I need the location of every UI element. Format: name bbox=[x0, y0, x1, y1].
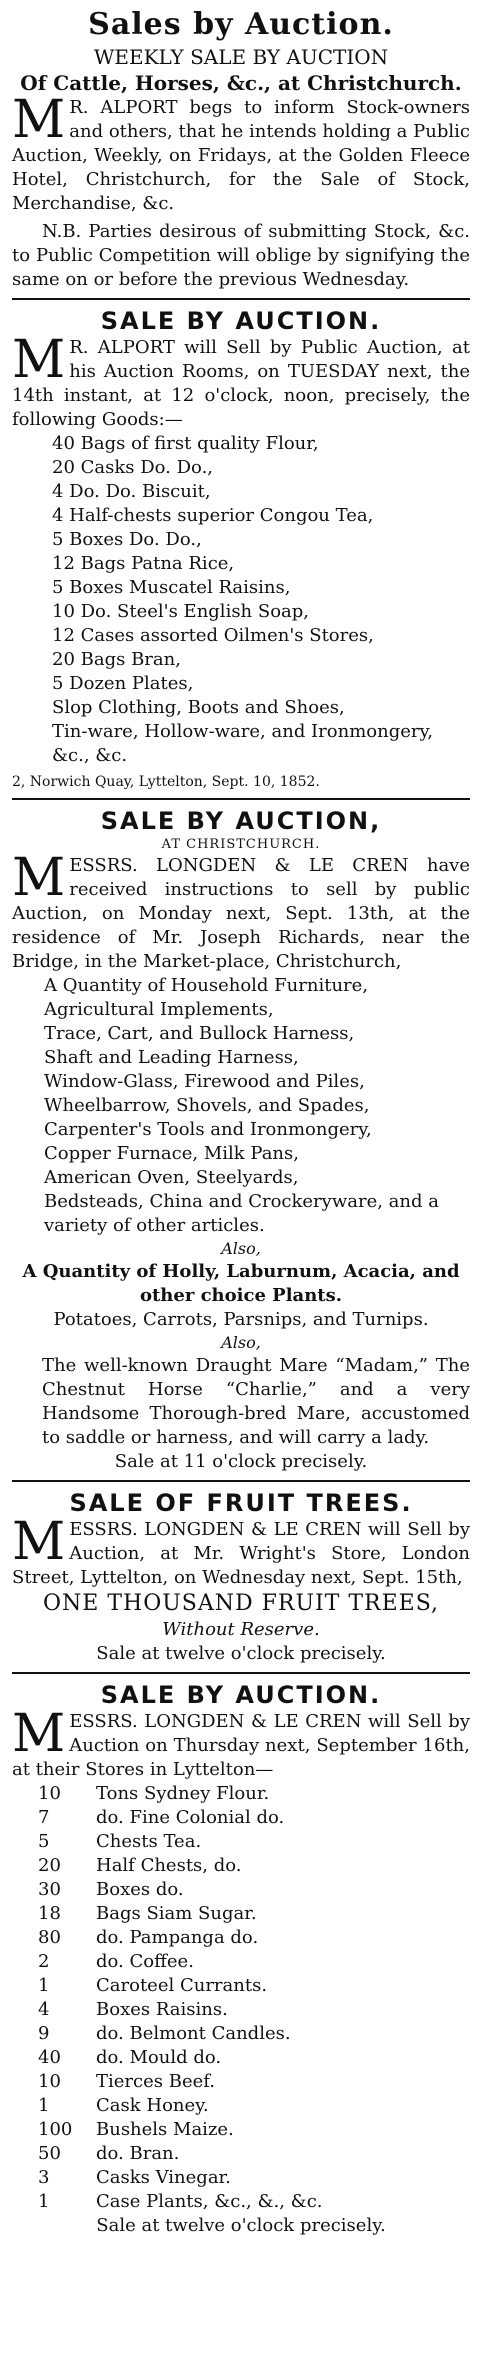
ad2-body-text: R. ALPORT will Sell by Public Auction, at his Auction Rooms, on TUESDAY next, the 14th instant, at 12 o'clock, noon, precisely, the following Goods:— bbox=[12, 337, 470, 430]
ad3-also-1: Also, bbox=[221, 1239, 261, 1258]
item-qty: 1 bbox=[38, 2191, 50, 2212]
item-qty: 2 bbox=[38, 1951, 50, 1972]
item-qty: 100 bbox=[38, 2119, 73, 2140]
ad2-dropcap: M bbox=[12, 330, 66, 390]
list-item: 40 Bags of first quality Flour, bbox=[52, 433, 319, 454]
item-desc: do. Fine Colonial do. bbox=[96, 1807, 285, 1828]
ad-thursday-sale bbox=[12, 1680, 470, 2238]
item-desc: Case Plants, &c., &., &c. bbox=[96, 2191, 323, 2212]
list-item: 10 Do. Steel's English Soap, bbox=[52, 601, 310, 622]
ad3-also-2: Also, bbox=[221, 1333, 261, 1352]
item-desc: Boxes Raisins. bbox=[96, 1999, 228, 2020]
divider bbox=[12, 798, 470, 800]
item-qty: 7 bbox=[38, 1807, 50, 1828]
item-qty: 10 bbox=[38, 2071, 61, 2092]
ad-christchurch-sale bbox=[12, 806, 470, 1474]
item-qty: 30 bbox=[38, 1879, 61, 1900]
ad3-body-text: ESSRS. LONGDEN & LE CREN have received instructions to sell by public Auction, on Monday next, Sept. 13th, at the residence of Mr. Joseph Richards, near the Bridge, in the Market-place, Christchurch, bbox=[12, 855, 470, 972]
ad2-heading: SALE BY AUCTION. bbox=[100, 307, 382, 335]
divider bbox=[12, 298, 470, 300]
ad2-goods-list bbox=[12, 432, 470, 768]
ad4-dropcap: M bbox=[12, 1512, 66, 1572]
item-desc: Chests Tea. bbox=[96, 1831, 202, 1852]
list-item: 4 Do. Do. Biscuit, bbox=[52, 481, 211, 502]
ad3-dropcap: M bbox=[12, 848, 66, 908]
list-item: Slop Clothing, Boots and Shoes, bbox=[52, 697, 345, 718]
ad3-plants: A Quantity of Holly, Laburnum, Acacia, and other choice Plants. bbox=[22, 1261, 460, 1306]
item-qty: 40 bbox=[38, 2047, 61, 2068]
ad-weekly-sale bbox=[12, 44, 470, 292]
list-item: 20 Bags Bran, bbox=[52, 649, 181, 670]
item-qty: 4 bbox=[38, 1999, 50, 2020]
ad3-heading: SALE BY AUCTION, bbox=[100, 807, 382, 835]
ad3-goods-list bbox=[12, 974, 470, 1238]
item-desc: Tierces Beef. bbox=[96, 2071, 215, 2092]
ad-alport-sale bbox=[12, 306, 470, 792]
list-item: variety of other articles. bbox=[44, 1215, 265, 1236]
list-item: 5 Dozen Plates, bbox=[52, 673, 194, 694]
item-desc: Tons Sydney Flour. bbox=[96, 1783, 270, 1804]
ad5-goods-list bbox=[12, 1782, 470, 2214]
item-desc: do. Mould do. bbox=[96, 2047, 222, 2068]
list-item: &c., &c. bbox=[52, 745, 128, 766]
list-item: Wheelbarrow, Shovels, and Spades, bbox=[44, 1095, 370, 1116]
list-item: Agricultural Implements, bbox=[44, 999, 274, 1020]
item-desc: do. Bran. bbox=[96, 2143, 180, 2164]
list-item: 5 Boxes Do. Do., bbox=[52, 529, 202, 550]
item-desc: do. Belmont Candles. bbox=[96, 2023, 291, 2044]
item-desc: Half Chests, do. bbox=[96, 1855, 242, 1876]
ad1-note: N.B. Parties desirous of submitting Stock, &c. to Public Competition will oblige by signifying the same on or before the previous Wednesday. bbox=[12, 221, 470, 290]
list-item: American Oven, Steelyards, bbox=[44, 1167, 299, 1188]
ad5-dropcap: M bbox=[12, 1704, 66, 1764]
list-item: 5 Boxes Muscatel Raisins, bbox=[52, 577, 291, 598]
item-qty: 1 bbox=[38, 2095, 50, 2116]
ad5-body-text: ESSRS. LONGDEN & LE CREN will Sell by Auction on Thursday next, September 16th, at their Stores in Lyttelton— bbox=[12, 1711, 470, 1780]
ad3-location: AT CHRISTCHURCH. bbox=[161, 837, 321, 852]
ad1-dropcap: M bbox=[12, 90, 66, 150]
list-item: Copper Furnace, Milk Pans, bbox=[44, 1143, 299, 1164]
list-item: Trace, Cart, and Bullock Harness, bbox=[44, 1023, 355, 1044]
ad5-heading: SALE BY AUCTION. bbox=[100, 1681, 382, 1709]
ad5-sale-time: Sale at twelve o'clock precisely. bbox=[96, 2215, 386, 2236]
list-item: Window-Glass, Firewood and Piles, bbox=[44, 1071, 365, 1092]
item-qty: 1 bbox=[38, 1975, 50, 1996]
divider bbox=[12, 1672, 470, 1674]
ad4-body-text: ESSRS. LONGDEN & LE CREN will Sell by Auction, at Mr. Wright's Store, London Street, Lyttelton, on Wednesday next, Sept. 15th, bbox=[12, 1519, 470, 1588]
list-item: Tin-ware, Hollow-ware, and Ironmongery, bbox=[52, 721, 433, 742]
item-desc: Casks Vinegar. bbox=[96, 2167, 231, 2188]
divider bbox=[12, 1480, 470, 1482]
list-item: 12 Cases assorted Oilmen's Stores, bbox=[52, 625, 374, 646]
list-item: Shaft and Leading Harness, bbox=[44, 1047, 299, 1068]
ad1-heading: WEEKLY SALE BY AUCTION bbox=[93, 45, 389, 69]
list-item: Carpenter's Tools and Ironmongery, bbox=[44, 1119, 372, 1140]
ad4-sale-time: Sale at twelve o'clock precisely. bbox=[96, 1643, 386, 1664]
item-qty: 18 bbox=[38, 1903, 61, 1924]
list-item: Bedsteads, China and Crockeryware, and a bbox=[44, 1191, 439, 1212]
ad4-reserve: Without Reserve. bbox=[162, 1619, 320, 1640]
ad5-body bbox=[12, 1704, 470, 1782]
item-qty: 3 bbox=[38, 2167, 50, 2188]
item-qty: 9 bbox=[38, 2023, 50, 2044]
item-desc: do. Pampanga do. bbox=[96, 1927, 259, 1948]
list-item: 12 Bags Patna Rice, bbox=[52, 553, 235, 574]
item-desc: Cask Honey. bbox=[96, 2095, 209, 2116]
item-qty: 10 bbox=[38, 1783, 61, 1804]
item-desc: do. Coffee. bbox=[96, 1951, 194, 1972]
ad3-body bbox=[12, 848, 470, 974]
ad1-body bbox=[12, 90, 470, 216]
ad-fruit-trees bbox=[12, 1488, 470, 1666]
ad3-sale-time: Sale at 11 o'clock precisely. bbox=[114, 1451, 368, 1472]
ad3-horses: The well-known Draught Mare “Madam,” The Chestnut Horse “Charlie,” and a very Handsome Thorough-bred Mare, accustomed to saddle or harness, and will carry a lady. bbox=[42, 1355, 470, 1448]
item-qty: 5 bbox=[38, 1831, 50, 1852]
list-item: A Quantity of Household Furniture, bbox=[44, 975, 369, 996]
item-qty: 50 bbox=[38, 2143, 61, 2164]
item-qty: 80 bbox=[38, 1927, 61, 1948]
list-item: 20 Casks Do. Do., bbox=[52, 457, 214, 478]
item-qty: 20 bbox=[38, 1855, 61, 1876]
ad2-body bbox=[12, 330, 470, 432]
ad4-body bbox=[12, 1512, 470, 1590]
masthead-title: Sales by Auction. bbox=[88, 7, 394, 42]
item-desc: Boxes do. bbox=[96, 1879, 184, 1900]
item-desc: Bags Siam Sugar. bbox=[96, 1903, 257, 1924]
ad3-vegetables: Potatoes, Carrots, Parsnips, and Turnips. bbox=[53, 1309, 429, 1330]
list-item: 4 Half-chests superior Congou Tea, bbox=[52, 505, 374, 526]
ad4-heading: SALE OF FRUIT TREES. bbox=[69, 1489, 413, 1517]
ad2-footer: 2, Norwich Quay, Lyttelton, Sept. 10, 1852. bbox=[12, 774, 320, 790]
ad4-big-line: ONE THOUSAND FRUIT TREES, bbox=[43, 1591, 439, 1616]
item-desc: Caroteel Currants. bbox=[96, 1975, 268, 1996]
item-desc: Bushels Maize. bbox=[96, 2119, 234, 2140]
ad1-body-text: R. ALPORT begs to inform Stock-owners and others, that he intends holding a Public Auction, Weekly, on Fridays, at the Golden Fleece Hotel, Christchurch, for the Sale of Stock, Merchandise, &c. bbox=[12, 97, 470, 214]
ad1-subheading: Of Cattle, Horses, &c., at Christchurch. bbox=[20, 71, 462, 95]
